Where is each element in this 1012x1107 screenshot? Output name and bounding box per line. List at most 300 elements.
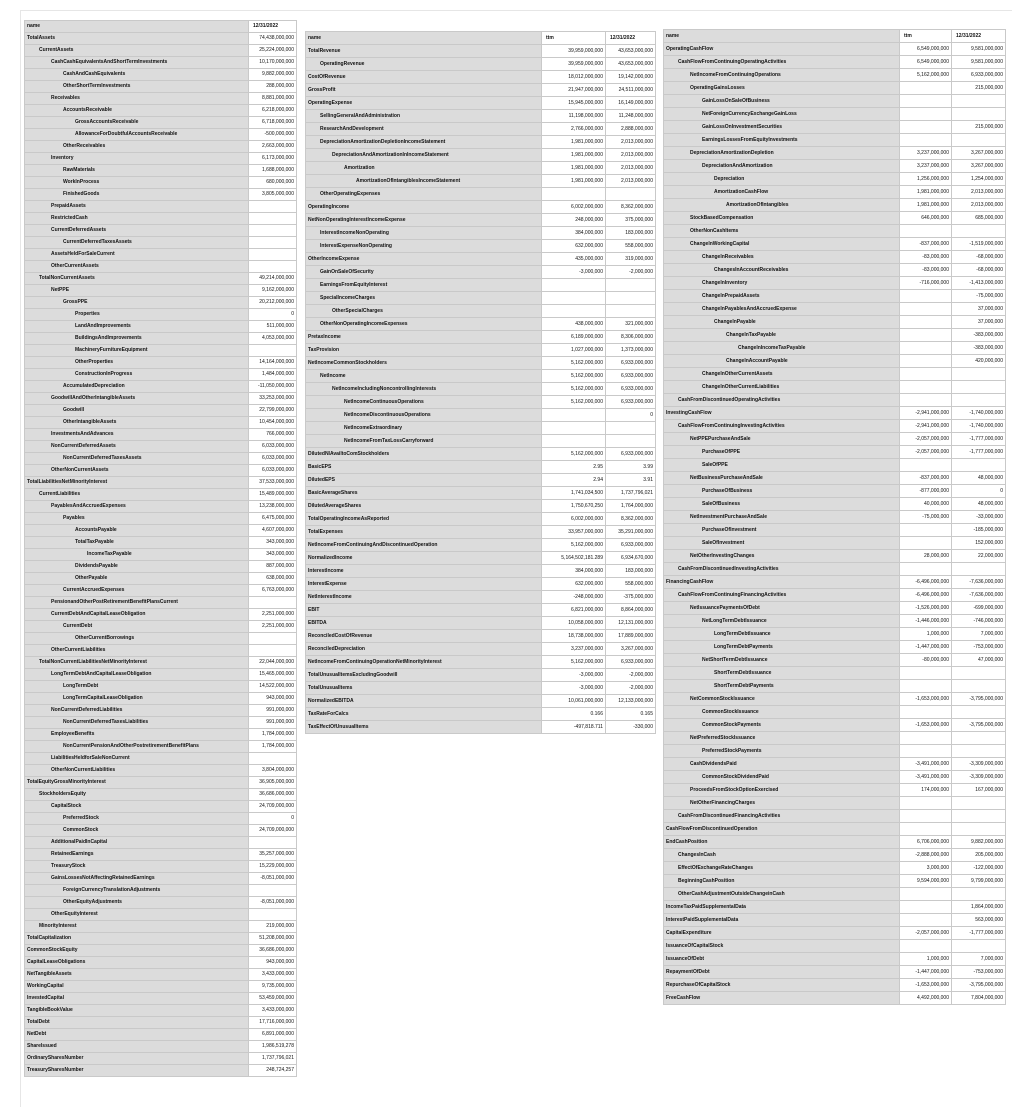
row-label: GrossPPE <box>25 297 249 309</box>
row-value: 766,000,000 <box>249 429 297 441</box>
row-label: CurrentLiabilities <box>25 489 249 501</box>
row-value: 48,000,000 <box>952 498 1006 511</box>
row-value: -330,000 <box>606 721 656 734</box>
row-label: GainsLossesNotAffectingRetainedEarnings <box>25 873 249 885</box>
row-value <box>900 940 952 953</box>
row-value <box>900 524 952 537</box>
row-label: SaleOfBusiness <box>664 498 900 511</box>
row-label: PurchaseOfInvestment <box>664 524 900 537</box>
row-value <box>900 381 952 394</box>
document-page <box>20 10 1012 1107</box>
table-row <box>664 654 1006 667</box>
row-value <box>900 290 952 303</box>
table-row <box>25 1041 297 1053</box>
row-value: 3.91 <box>606 474 656 487</box>
table-row <box>25 465 297 477</box>
row-value: 319,000,000 <box>606 253 656 266</box>
table-row <box>664 498 1006 511</box>
table-row <box>306 565 656 578</box>
row-label: IssuanceOfDebt <box>664 953 900 966</box>
row-label: CurrentDebt <box>25 621 249 633</box>
table-row <box>306 45 656 58</box>
row-label: DilutedNIAvailtoComStockholders <box>306 448 542 461</box>
row-label: OperatingRevenue <box>306 58 542 71</box>
row-label: OperatingIncome <box>306 201 542 214</box>
table-row <box>25 141 297 153</box>
row-value: 6,933,000,000 <box>606 396 656 409</box>
row-value: 15,945,000,000 <box>542 97 606 110</box>
table-row <box>306 500 656 513</box>
row-label: SaleOfPPE <box>664 459 900 472</box>
row-value: -8,051,000,000 <box>249 897 297 909</box>
row-value: 6,002,000,000 <box>542 201 606 214</box>
row-label: NetIncomeContinuousOperations <box>306 396 542 409</box>
row-value: -3,795,000,000 <box>952 979 1006 992</box>
table-row <box>664 914 1006 927</box>
row-value: 3.99 <box>606 461 656 474</box>
table-row <box>25 921 297 933</box>
row-value <box>900 706 952 719</box>
column-header-name: name <box>306 32 542 45</box>
table-row <box>306 149 656 162</box>
table-row <box>664 173 1006 186</box>
row-label: AmortizationOfIntangibles <box>664 199 900 212</box>
table-row <box>25 1005 297 1017</box>
row-value <box>900 901 952 914</box>
row-value: 0 <box>249 813 297 825</box>
row-value: 1,027,000,000 <box>542 344 606 357</box>
row-value: 0 <box>249 309 297 321</box>
table-row <box>25 549 297 561</box>
row-value: 943,000,000 <box>249 693 297 705</box>
row-value: 1,741,034,500 <box>542 487 606 500</box>
row-label: TotalNonCurrentLiabilitiesNetMinorityInterest <box>25 657 249 669</box>
row-label: ChangeInIncomeTaxPayable <box>664 342 900 355</box>
row-value: 37,533,000,000 <box>249 477 297 489</box>
row-label: NonCurrentDeferredAssets <box>25 441 249 453</box>
row-label: OperatingExpense <box>306 97 542 110</box>
table-row <box>25 1029 297 1041</box>
row-value <box>900 459 952 472</box>
row-label: SellingGeneralAndAdministration <box>306 110 542 123</box>
row-value: 646,000,000 <box>900 212 952 225</box>
row-value: 3,267,000,000 <box>952 160 1006 173</box>
row-value: -3,309,000,000 <box>952 771 1006 784</box>
row-label: NetIncomeFromTaxLossCarryforward <box>306 435 542 448</box>
row-value: -3,000,000 <box>542 266 606 279</box>
row-value: 183,000,000 <box>606 565 656 578</box>
row-value: 685,000,000 <box>952 212 1006 225</box>
row-label: Payables <box>25 513 249 525</box>
row-value: -1,777,000,000 <box>952 433 1006 446</box>
row-value: 6,033,000,000 <box>249 465 297 477</box>
row-value: 74,438,000,000 <box>249 33 297 45</box>
row-label: GainLossOnInvestmentSecurities <box>664 121 900 134</box>
row-value: 0 <box>606 409 656 422</box>
row-label: FinishedGoods <box>25 189 249 201</box>
row-value <box>249 633 297 645</box>
row-label: NetInvestmentPurchaseAndSale <box>664 511 900 524</box>
table-row <box>664 134 1006 147</box>
row-label: NetBusinessPurchaseAndSale <box>664 472 900 485</box>
table-row <box>306 721 656 734</box>
table-row <box>25 381 297 393</box>
table-row <box>25 981 297 993</box>
row-value: 9,581,000,000 <box>952 56 1006 69</box>
row-label: ChangeInOtherCurrentAssets <box>664 368 900 381</box>
row-value <box>900 82 952 95</box>
table-row <box>306 669 656 682</box>
table-row <box>664 732 1006 745</box>
table-row <box>25 225 297 237</box>
row-label: DepreciationAmortizationDepletionIncomeStatement <box>306 136 542 149</box>
table-row <box>664 407 1006 420</box>
row-value: 1,986,519,278 <box>249 1041 297 1053</box>
row-value: 13,238,000,000 <box>249 501 297 513</box>
row-value <box>542 422 606 435</box>
table-row <box>25 801 297 813</box>
row-label: RepurchaseOfCapitalStock <box>664 979 900 992</box>
row-value: -2,941,000,000 <box>900 420 952 433</box>
table-row <box>306 318 656 331</box>
row-value <box>249 261 297 273</box>
table-row <box>25 345 297 357</box>
table-row <box>664 316 1006 329</box>
row-value: -746,000,000 <box>952 615 1006 628</box>
row-value: 1,764,000,000 <box>606 500 656 513</box>
row-label: WorkingCapital <box>25 981 249 993</box>
row-label: MachineryFurnitureEquipment <box>25 345 249 357</box>
row-value <box>249 201 297 213</box>
table-row <box>664 56 1006 69</box>
row-value <box>249 645 297 657</box>
row-value: 8,362,000,000 <box>606 201 656 214</box>
table-row <box>306 435 656 448</box>
table-row <box>664 966 1006 979</box>
table-row <box>25 621 297 633</box>
table-row <box>25 177 297 189</box>
table-row <box>306 513 656 526</box>
row-value <box>249 885 297 897</box>
row-value <box>249 237 297 249</box>
table-row <box>306 487 656 500</box>
row-label: LongTermDebt <box>25 681 249 693</box>
table-row <box>25 93 297 105</box>
row-label: EndCashPosition <box>664 836 900 849</box>
table-row <box>664 953 1006 966</box>
row-value: 183,000,000 <box>606 227 656 240</box>
row-value: 6,218,000,000 <box>249 105 297 117</box>
row-value: 3,804,000,000 <box>249 765 297 777</box>
row-value: 9,735,000,000 <box>249 981 297 993</box>
row-label: AmortizationCashFlow <box>664 186 900 199</box>
row-label: CurrentDebtAndCapitalLeaseObligation <box>25 609 249 621</box>
row-value <box>249 837 297 849</box>
table-row <box>664 199 1006 212</box>
table-row <box>306 201 656 214</box>
header-row <box>306 32 656 45</box>
table-row <box>664 82 1006 95</box>
row-label: NetForeignCurrencyExchangeGainLoss <box>664 108 900 121</box>
row-value <box>249 213 297 225</box>
row-value: 2.95 <box>542 461 606 474</box>
row-label: PrepaidAssets <box>25 201 249 213</box>
row-value: 22,044,000,000 <box>249 657 297 669</box>
row-value: 22,000,000 <box>952 550 1006 563</box>
row-value: 11,198,000,000 <box>542 110 606 123</box>
row-value: 0.165 <box>606 708 656 721</box>
table-row <box>664 758 1006 771</box>
table-row <box>306 331 656 344</box>
row-value: 12,131,000,000 <box>606 617 656 630</box>
row-label: BasicEPS <box>306 461 542 474</box>
row-value <box>606 422 656 435</box>
table-row <box>25 753 297 765</box>
row-value: 5,162,000,000 <box>542 357 606 370</box>
row-label: TotalDebt <box>25 1017 249 1029</box>
table-row <box>306 708 656 721</box>
table-row <box>664 979 1006 992</box>
row-label: OtherIncomeExpense <box>306 253 542 266</box>
row-value: 9,882,000,000 <box>249 69 297 81</box>
row-value: 6,933,000,000 <box>606 357 656 370</box>
row-label: OtherEquityInterest <box>25 909 249 921</box>
row-value <box>249 597 297 609</box>
row-value: 558,000,000 <box>606 578 656 591</box>
table-row <box>306 292 656 305</box>
table-row <box>664 251 1006 264</box>
row-value: 1,784,000,000 <box>249 741 297 753</box>
row-value: 9,594,000,000 <box>900 875 952 888</box>
row-value: -699,000,000 <box>952 602 1006 615</box>
row-label: OperatingGainsLosses <box>664 82 900 95</box>
row-value <box>249 225 297 237</box>
row-label: CurrentAssets <box>25 45 249 57</box>
row-value <box>900 368 952 381</box>
table-row <box>664 225 1006 238</box>
row-value: 14,164,000,000 <box>249 357 297 369</box>
row-label: DepreciationAndAmortization <box>664 160 900 173</box>
row-label: NetCommonStockIssuance <box>664 693 900 706</box>
row-value <box>249 249 297 261</box>
row-value <box>606 188 656 201</box>
table-row <box>306 630 656 643</box>
row-label: OtherProperties <box>25 357 249 369</box>
row-value <box>900 316 952 329</box>
table-row <box>664 43 1006 56</box>
table-row <box>25 213 297 225</box>
row-label: NormalizedIncome <box>306 552 542 565</box>
row-label: NetIncomeExtraordinary <box>306 422 542 435</box>
row-label: ChangeInPayable <box>664 316 900 329</box>
row-label: EmployeeBenefits <box>25 729 249 741</box>
row-label: GainOnSaleOfSecurity <box>306 266 542 279</box>
row-label: TotalUnusualItems <box>306 682 542 695</box>
row-value: -7,636,000,000 <box>952 589 1006 602</box>
table-row <box>25 645 297 657</box>
table-row <box>664 693 1006 706</box>
row-value: -83,000,000 <box>900 251 952 264</box>
row-value: 1,688,000,000 <box>249 165 297 177</box>
row-value: 321,000,000 <box>606 318 656 331</box>
row-value: 36,686,000,000 <box>249 789 297 801</box>
row-label: GainLossOnSaleOfBusiness <box>664 95 900 108</box>
row-label: LiabilitiesHeldforSaleNonCurrent <box>25 753 249 765</box>
table-row <box>306 240 656 253</box>
row-value: 4,492,000,000 <box>900 992 952 1005</box>
row-label: OtherCurrentAssets <box>25 261 249 273</box>
row-value <box>900 225 952 238</box>
row-value: 1,484,000,000 <box>249 369 297 381</box>
row-label: Properties <box>25 309 249 321</box>
row-value: 4,053,000,000 <box>249 333 297 345</box>
row-label: CashFlowFromContinuingOperatingActivities <box>664 56 900 69</box>
table-row <box>25 261 297 273</box>
row-label: AmortizationOfIntangiblesIncomeStatement <box>306 175 542 188</box>
row-value: 248,000,000 <box>542 214 606 227</box>
row-value <box>606 292 656 305</box>
row-label: AdditionalPaidInCapital <box>25 837 249 849</box>
row-label: TotalUnusualItemsExcludingGoodwill <box>306 669 542 682</box>
row-value: -83,000,000 <box>900 264 952 277</box>
row-label: EarningsFromEquityInterest <box>306 279 542 292</box>
row-label: NetShortTermDebtIssuance <box>664 654 900 667</box>
row-label: OrdinarySharesNumber <box>25 1053 249 1065</box>
table-row <box>25 873 297 885</box>
row-label: InterestIncomeNonOperating <box>306 227 542 240</box>
table-row <box>664 277 1006 290</box>
row-label: Inventory <box>25 153 249 165</box>
row-value: 215,000,000 <box>952 121 1006 134</box>
row-value <box>900 134 952 147</box>
row-label: ChangeInPrepaidAssets <box>664 290 900 303</box>
table-row <box>25 1017 297 1029</box>
row-value: 5,162,000,000 <box>542 396 606 409</box>
row-value: 6,189,000,000 <box>542 331 606 344</box>
row-value: 39,959,000,000 <box>542 45 606 58</box>
row-value <box>900 732 952 745</box>
row-label: StockBasedCompensation <box>664 212 900 225</box>
row-label: NetIncomeFromContinuingOperationNetMinorityInterest <box>306 656 542 669</box>
row-value: 37,000,000 <box>952 316 1006 329</box>
table-row <box>664 576 1006 589</box>
row-label: OtherEquityAdjustments <box>25 897 249 909</box>
row-value: -753,000,000 <box>952 641 1006 654</box>
table-row <box>664 823 1006 836</box>
row-value: 2,251,000,000 <box>249 609 297 621</box>
row-value: 384,000,000 <box>542 565 606 578</box>
table-row <box>306 136 656 149</box>
table-row <box>25 441 297 453</box>
row-value <box>542 409 606 422</box>
row-label: CashFlowFromContinuingInvestingActivities <box>664 420 900 433</box>
table-row <box>664 602 1006 615</box>
row-value: 887,000,000 <box>249 561 297 573</box>
row-value: 17,716,000,000 <box>249 1017 297 1029</box>
row-value: 0.166 <box>542 708 606 721</box>
table-row <box>664 472 1006 485</box>
row-value: 1,981,000,000 <box>542 136 606 149</box>
row-label: NetPPE <box>25 285 249 297</box>
row-value: 1,000,000 <box>900 953 952 966</box>
row-value: 2,663,000,000 <box>249 141 297 153</box>
row-value: -753,000,000 <box>952 966 1006 979</box>
row-label: OtherNonOperatingIncomeExpenses <box>306 318 542 331</box>
row-value <box>952 745 1006 758</box>
row-label: CommonStock <box>25 825 249 837</box>
row-label: BuildingsAndImprovements <box>25 333 249 345</box>
column-header-name: name <box>664 30 900 43</box>
row-value: 22,799,000,000 <box>249 405 297 417</box>
row-value: 37,000,000 <box>952 303 1006 316</box>
row-label: PreferredStock <box>25 813 249 825</box>
row-value: 1,981,000,000 <box>542 162 606 175</box>
row-label: PurchaseOfBusiness <box>664 485 900 498</box>
row-label: SaleOfInvestment <box>664 537 900 550</box>
row-value: 24,709,000,000 <box>249 825 297 837</box>
row-value: -2,000,000 <box>606 266 656 279</box>
row-label: LongTermCapitalLeaseObligation <box>25 693 249 705</box>
row-label: ShareIssued <box>25 1041 249 1053</box>
table-row <box>664 719 1006 732</box>
table-row <box>664 849 1006 862</box>
row-value: 15,489,000,000 <box>249 489 297 501</box>
row-value: -716,000,000 <box>900 277 952 290</box>
row-label: NetIncomeDiscontinuousOperations <box>306 409 542 422</box>
row-value: 632,000,000 <box>542 240 606 253</box>
table-row <box>664 563 1006 576</box>
row-value: 19,142,000,000 <box>606 71 656 84</box>
row-value: -75,000,000 <box>900 511 952 524</box>
row-label: AssetsHeldForSaleCurrent <box>25 249 249 261</box>
row-label: CashFlowFromDiscontinuedOperation <box>664 823 900 836</box>
table-row <box>664 511 1006 524</box>
row-value: 6,933,000,000 <box>952 69 1006 82</box>
row-label: EarningsLossesFromEquityInvestments <box>664 134 900 147</box>
row-value: 47,000,000 <box>952 654 1006 667</box>
table-row <box>25 453 297 465</box>
row-label: NetOtherInvestingChanges <box>664 550 900 563</box>
table-row <box>25 777 297 789</box>
row-value: 5,162,000,000 <box>900 69 952 82</box>
table-row <box>664 992 1006 1005</box>
row-value: -11,050,000,000 <box>249 381 297 393</box>
table-row <box>25 585 297 597</box>
row-value: -1,413,000,000 <box>952 277 1006 290</box>
table-row <box>664 771 1006 784</box>
row-value <box>952 680 1006 693</box>
row-value: 3,237,000,000 <box>542 643 606 656</box>
row-label: InvestingCashFlow <box>664 407 900 420</box>
row-value <box>542 279 606 292</box>
row-value: -6,496,000,000 <box>900 589 952 602</box>
row-label: TreasurySharesNumber <box>25 1065 249 1077</box>
row-label: OtherCurrentLiabilities <box>25 645 249 657</box>
table-row <box>306 123 656 136</box>
row-label: NetDebt <box>25 1029 249 1041</box>
row-value: 174,000,000 <box>900 784 952 797</box>
table-row <box>306 162 656 175</box>
table-row <box>664 160 1006 173</box>
table-row <box>25 597 297 609</box>
row-label: PensionandOtherPostRetirementBenefitPlansCurrent <box>25 597 249 609</box>
table-row <box>664 420 1006 433</box>
table-row <box>25 657 297 669</box>
row-value: -3,000,000 <box>542 669 606 682</box>
column-header-period: 12/31/2022 <box>952 30 1006 43</box>
table-row <box>25 189 297 201</box>
row-value: -3,795,000,000 <box>952 719 1006 732</box>
